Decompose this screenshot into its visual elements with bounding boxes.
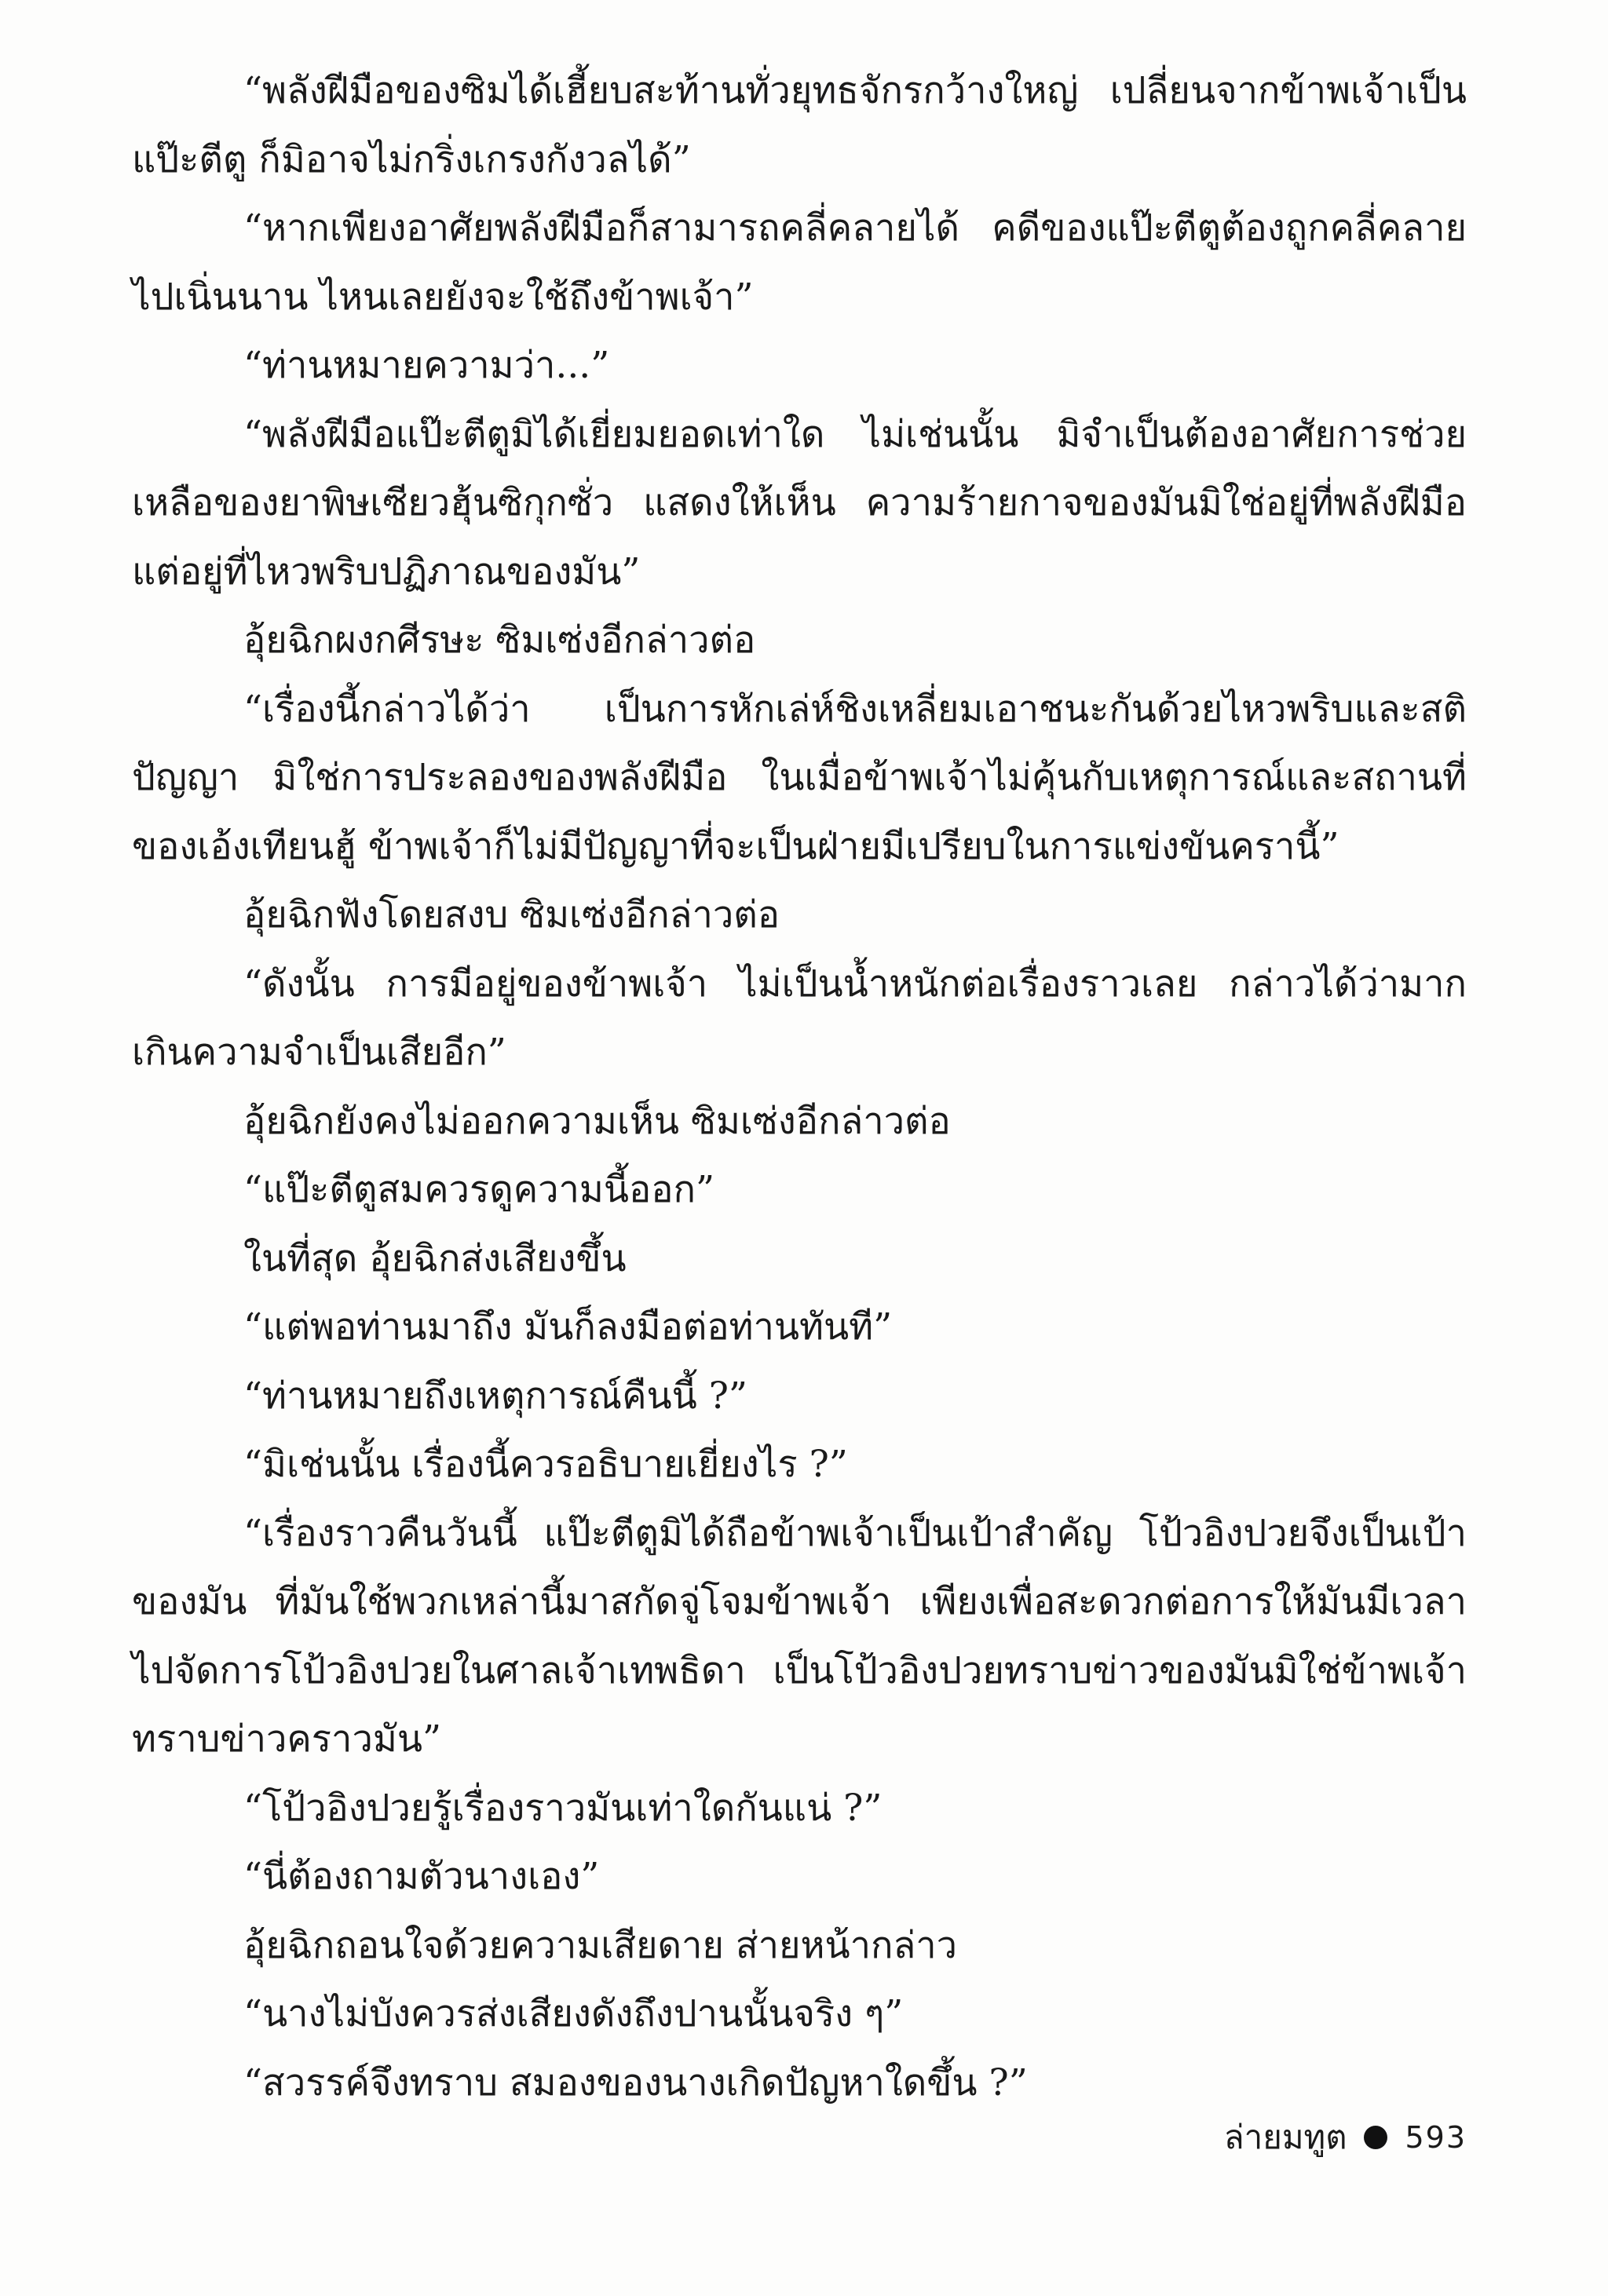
paragraph-9: อุ้ยฉิกยังคงไม่ออกความเห็น ซิมเซ่งอีกล่าวต่อ (243, 1099, 951, 1143)
paragraph-3: “ท่านหมายความว่า...” (243, 344, 610, 387)
page-number: 593 (1405, 2120, 1467, 2155)
paragraph-5: อุ้ยฉิกผงกศีรษะ ซิมเซ่งอีกล่าวต่อ (243, 619, 756, 662)
paragraph-17: “นี่ต้องถามตัวนางเอง” (243, 1855, 600, 1898)
page-footer (1224, 2112, 1467, 2163)
book-title: ล่ายมทูต (1223, 2118, 1347, 2156)
paragraph-11: ในที่สุด อุ้ยฉิกส่งเสียงขึ้น (243, 1236, 627, 1280)
paragraph-20: “สวรรค์จึงทราบ สมองของนางเกิดปัญหาใดขึ้น ?” (243, 2061, 1028, 2104)
paragraph-15: “เรื่องราวคืนวันนี้ แป๊ะตีตูมิได้ถือข้าพเจ้าเป็นเป้าสำคัญ โป้วอิงปวยจึงเป็นเป้าของมัน ที่มันใช้พวกเหล่านี้มาสกัดจู่โจมข้าพเจ้า เพียงเพื่อสะดวกต่อการให้มันมีเวลาไปจัดการโป้วอิงปวยในศาลเจ้าเทพธิดา เป็นโป้วอิงปวยทราบข่าวของมันมิใช่ข้าพเจ้าทราบข่าวคราวมัน” (132, 1511, 1467, 1761)
paragraph-13: “ท่านหมายถึงเหตุการณ์คืนนี้ ?” (243, 1374, 747, 1418)
paragraph-18: อุ้ยฉิกถอนใจด้วยความเสียดาย ส่ายหน้ากล่าว (243, 1923, 958, 1967)
paragraph-1: “พลังฝีมือของซิมได้เฮี้ยบสะท้านทั่วยุทธจักรกว้างใหญ่ เปลี่ยนจากข้าพเจ้าเป็นแป๊ะตีตู ก็มิอาจไม่กริ่งเกรงกังวลได้” (132, 69, 1467, 181)
body-text (132, 57, 1467, 2117)
paragraph-6: “เรื่องนี้กล่าวได้ว่า เป็นการหักเล่ห์ชิงเหลี่ยมเอาชนะกันด้วยไหวพริบและสติปัญญา มิใช่การประลองของพลังฝีมือ ในเมื่อข้าพเจ้าไม่คุ้นกับเหตุการณ์และสถานที่ของเอ้งเทียนฮู้ ข้าพเจ้าก็ไม่มีปัญญาที่จะเป็นฝ่ายมีเปรียบในการแข่งขันครานี้” (132, 687, 1467, 868)
paragraph-10: “แป๊ะตีตูสมควรดูความนี้ออก” (243, 1168, 714, 1211)
paragraph-2: “หากเพียงอาศัยพลังฝีมือก็สามารถคลี่คลายได้ คดีของแป๊ะตีตูต้องถูกคลี่คลายไปเนิ่นนาน ไหนเลยยังจะใช้ถึงข้าพเจ้า” (132, 206, 1467, 319)
paragraph-8: “ดังนั้น การมีอยู่ของข้าพเจ้า ไม่เป็นน้ำหนักต่อเรื่องราวเลย กล่าวได้ว่ามากเกินความจำเป็นเสียอีก” (132, 962, 1467, 1074)
paragraph-7: อุ้ยฉิกฟังโดยสงบ ซิมเซ่งอีกล่าวต่อ (243, 893, 780, 936)
paragraph-19: “นางไม่บังควรส่งเสียงดังถึงปานนั้นจริง ๆ” (243, 1992, 904, 2035)
paragraph-4: “พลังฝีมือแป๊ะตีตูมิได้เยี่ยมยอดเท่าใด ไม่เช่นนั้น มิจำเป็นต้องอาศัยการช่วยเหลือของยาพิษเซียวฮุ้นซิกุกซั่ว แสดงให้เห็น ความร้ายกาจของมันมิใช่อยู่ที่พลังฝีมือแต่อยู่ที่ไหวพริบปฏิภาณของมัน” (132, 412, 1467, 593)
bullet-dot-icon (1364, 2126, 1387, 2149)
paragraph-14: “มิเช่นนั้น เรื่องนี้ควรอธิบายเยี่ยงไร ?” (243, 1443, 848, 1486)
paragraph-16: “โป้วอิงปวยรู้เรื่องราวมันเท่าใดกันแน่ ?” (243, 1786, 883, 1830)
paragraph-12: “แต่พอท่านมาถึง มันก็ลงมือต่อท่านทันที” (243, 1305, 893, 1349)
